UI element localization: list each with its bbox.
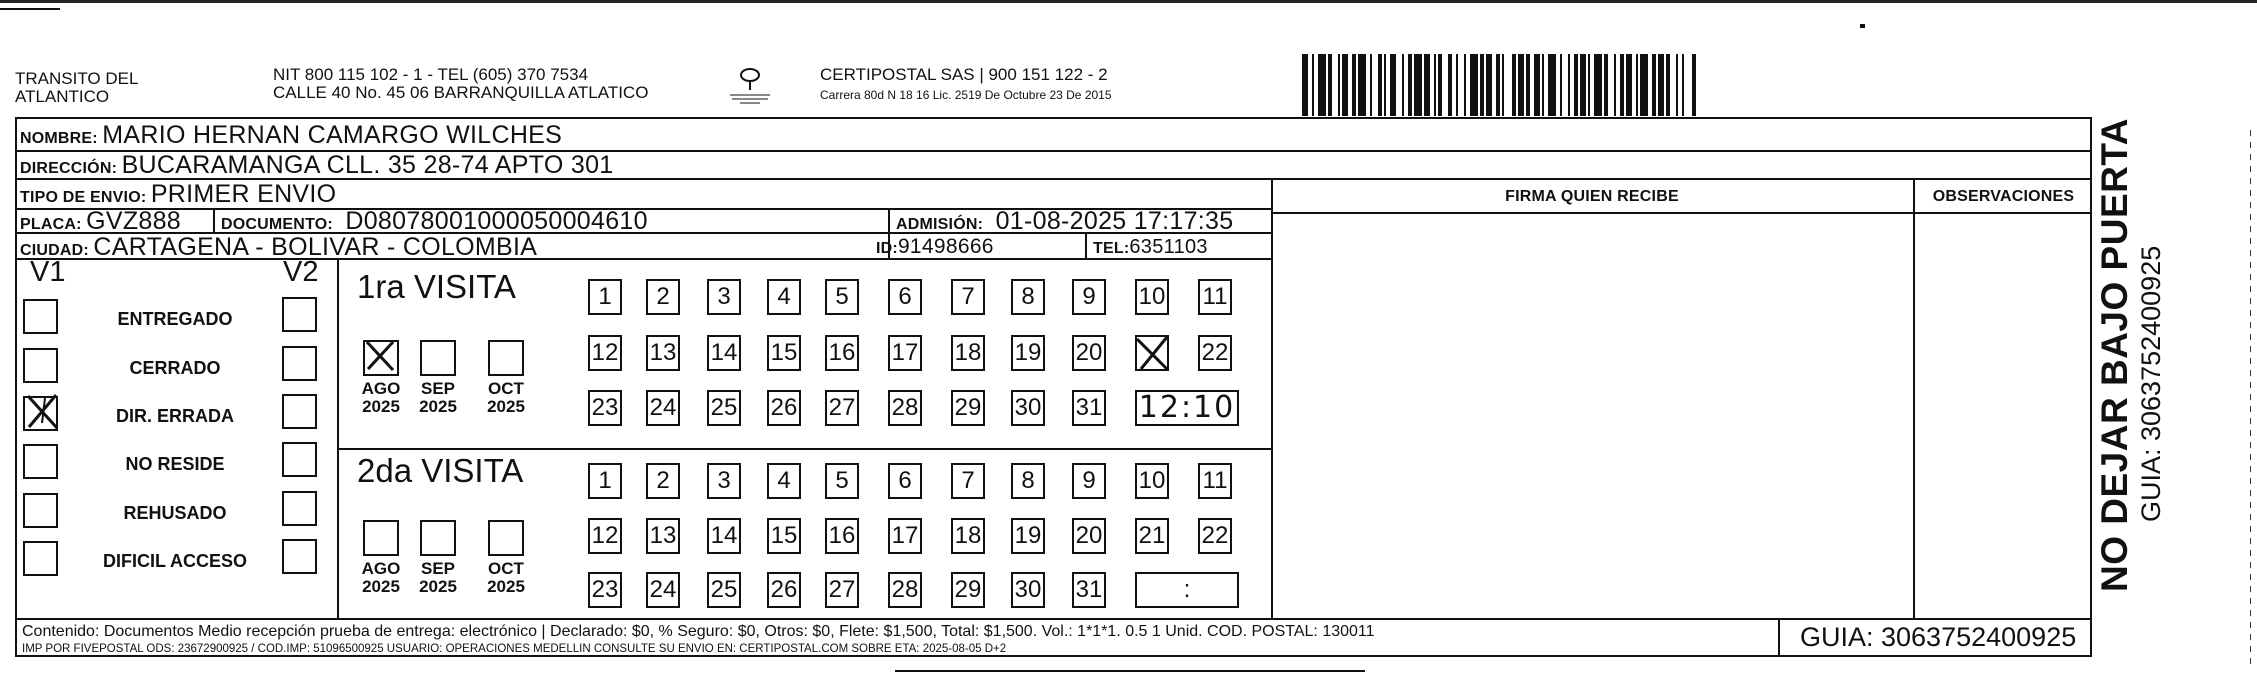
day-box[interactable] [767, 279, 801, 315]
day-number: 20 [1075, 522, 1103, 549]
status-option-label: ENTREGADO [117, 309, 233, 329]
observations-label: OBSERVACIONES [1932, 188, 2075, 205]
col-divider [338, 448, 1271, 450]
day-box[interactable] [888, 463, 922, 499]
month-year: 2025 [419, 577, 457, 596]
tel-label: TEL: [1093, 240, 1130, 257]
v1-checkbox[interactable] [23, 541, 58, 576]
visit-title: 2da VISITA [357, 452, 524, 489]
month-year: 2025 [487, 577, 525, 596]
city-label: CIUDAD: [20, 242, 89, 259]
day-box[interactable] [707, 463, 741, 499]
day-box[interactable] [888, 390, 922, 426]
nit-line: NIT 800 115 102 - 1 - TEL (605) 370 7534 [273, 65, 589, 84]
day-number: 26 [770, 394, 798, 421]
day-number: 11 [1202, 283, 1228, 310]
day-box[interactable] [588, 463, 622, 499]
day-box[interactable] [1198, 279, 1232, 315]
day-number: 6 [898, 467, 912, 494]
day-number: 19 [1014, 522, 1042, 549]
day-box[interactable] [1072, 390, 1106, 426]
day-box[interactable] [1011, 572, 1045, 608]
day-box[interactable] [1072, 335, 1106, 371]
day-number: 9 [1082, 283, 1096, 310]
day-box[interactable] [951, 518, 985, 554]
v2-checkbox[interactable] [282, 442, 317, 477]
day-number: 7 [961, 467, 975, 494]
day-box[interactable] [951, 335, 985, 371]
address-value: BUCARAMANGA CLL. 35 28-74 APTO 301 [121, 151, 614, 179]
col-divider [337, 258, 339, 618]
day-number: 13 [649, 339, 677, 366]
day-number: 23 [591, 394, 619, 421]
month-name: OCT [488, 379, 524, 398]
guia-number-box: GUIA: 3063752400925 [1800, 622, 2077, 652]
col-divider [1778, 618, 1780, 657]
sender-name-line1: TRANSITO DEL [15, 69, 139, 88]
plate-value: GVZ888 [86, 207, 181, 235]
day-box[interactable] [825, 390, 859, 426]
month-year: 2025 [487, 397, 525, 416]
day-box[interactable] [707, 335, 741, 371]
day-number: 12 [591, 339, 619, 366]
document-label: DOCUMENTO: [221, 216, 333, 233]
day-number: 31 [1075, 394, 1103, 421]
day-number: 17 [891, 522, 919, 549]
day-box[interactable] [1135, 279, 1169, 315]
v2-checkbox[interactable] [282, 297, 317, 332]
day-box[interactable] [646, 463, 680, 499]
name-label: NOMBRE: [20, 130, 98, 147]
scan-edge-line [895, 670, 1365, 672]
day-box[interactable] [951, 572, 985, 608]
address-label: DIRECCIÓN: [20, 160, 118, 177]
month-label [410, 380, 466, 416]
v2-label: V2 [283, 256, 319, 288]
shipment-type-label: TIPO DE ENVIO: [20, 189, 147, 206]
time-box[interactable] [1135, 572, 1239, 608]
v2-checkbox[interactable] [282, 346, 317, 381]
scan-edge-line [0, 0, 2257, 3]
day-number: 11 [1202, 467, 1228, 494]
day-number: 5 [835, 283, 849, 310]
day-number: 28 [891, 394, 919, 421]
day-number: 22 [1201, 522, 1229, 549]
day-box[interactable] [1072, 572, 1106, 608]
day-box[interactable] [825, 463, 859, 499]
day-box[interactable] [588, 335, 622, 371]
row-divider [15, 618, 2092, 620]
day-number: 6 [898, 283, 912, 310]
day-number: 27 [828, 394, 856, 421]
day-number: 12 [591, 522, 619, 549]
day-number: 17 [891, 339, 919, 366]
tel-value: 6351103 [1129, 236, 1208, 258]
col-divider [1913, 180, 1915, 618]
day-number: 21 [1138, 522, 1166, 549]
day-box[interactable] [888, 518, 922, 554]
month-label [353, 380, 409, 416]
day-box[interactable] [707, 518, 741, 554]
month-name: AGO [361, 379, 401, 398]
v1-checkbox[interactable] [23, 444, 58, 479]
col-divider [1271, 180, 1273, 618]
scan-edge-line [2250, 130, 2251, 670]
day-number: 29 [954, 576, 982, 603]
day-number: 8 [1021, 467, 1035, 494]
day-number: 22 [1201, 339, 1229, 366]
courier-info [820, 66, 1112, 102]
day-box[interactable] [1011, 279, 1045, 315]
day-number: 5 [835, 467, 849, 494]
day-box[interactable] [1135, 463, 1169, 499]
shipment-type-value: PRIMER ENVIO [150, 180, 337, 208]
month-year: 2025 [362, 577, 400, 596]
day-number: 15 [770, 522, 798, 549]
day-number: 14 [710, 339, 738, 366]
courier-logo [720, 66, 780, 106]
day-box[interactable] [1135, 518, 1169, 554]
day-box[interactable] [825, 279, 859, 315]
day-box[interactable] [888, 572, 922, 608]
day-box[interactable] [646, 390, 680, 426]
day-box[interactable] [646, 572, 680, 608]
day-box[interactable] [588, 518, 622, 554]
status-option-label: CERRADO [129, 358, 221, 378]
month-label [410, 560, 466, 596]
day-box[interactable] [767, 572, 801, 608]
day-box[interactable] [1198, 463, 1232, 499]
day-box[interactable] [588, 390, 622, 426]
v1-checkbox[interactable] [23, 396, 58, 431]
day-box[interactable] [646, 279, 680, 315]
name-row [20, 120, 562, 154]
month-year: 2025 [362, 397, 400, 416]
v2-checkbox[interactable] [282, 539, 317, 574]
scan-mark [0, 8, 60, 10]
admission-label: ADMISIÓN: [896, 216, 984, 233]
day-box[interactable] [707, 572, 741, 608]
day-number: 27 [828, 576, 856, 603]
time-box[interactable] [1135, 390, 1239, 426]
courier-name: CERTIPOSTAL SAS | 900 151 122 - 2 [820, 65, 1108, 84]
row-divider [1271, 212, 2092, 214]
sender-name-line2: ATLANTICO [15, 87, 110, 106]
day-number: 25 [710, 576, 738, 603]
day-box[interactable] [825, 572, 859, 608]
day-number: 24 [649, 394, 677, 421]
day-number: 8 [1021, 283, 1035, 310]
contents-line: Contenido: Documentos Medio recepción prueba de entrega: electrónico | Declarado: $0, % Seguro: $0, Otros: $0, Flete: $1,500, Total: $1,500. Vol.: 1*1*1. 0.5 1 Unid. COD. POSTAL: 130011 [22, 623, 1375, 640]
day-number: 18 [954, 339, 982, 366]
day-number: 28 [891, 576, 919, 603]
day-number: 15 [770, 339, 798, 366]
time-value: : [1183, 576, 1191, 603]
day-number: 30 [1014, 576, 1042, 603]
day-box[interactable] [951, 463, 985, 499]
month-checkbox[interactable] [488, 520, 524, 556]
day-number: 14 [710, 522, 738, 549]
month-name: OCT [488, 559, 524, 578]
plate-label: PLACA: [20, 216, 82, 233]
tracking-barcode [1302, 54, 1698, 116]
month-label [478, 380, 534, 416]
day-box[interactable] [646, 518, 680, 554]
day-number: 1 [598, 283, 612, 310]
v1-label: V1 [30, 256, 66, 288]
status-option-label: REHUSADO [123, 503, 227, 523]
day-box[interactable] [646, 335, 680, 371]
day-box[interactable] [767, 390, 801, 426]
day-number: 10 [1138, 467, 1166, 494]
month-checkbox[interactable] [363, 520, 399, 556]
v1-checkbox[interactable] [23, 493, 58, 528]
day-box[interactable] [1135, 335, 1169, 371]
day-number: 29 [954, 394, 982, 421]
time-value: 12:10 [1138, 390, 1236, 425]
day-box[interactable] [1072, 518, 1106, 554]
day-number: 30 [1014, 394, 1042, 421]
status-option-label: DIR. ERRADA [115, 406, 234, 426]
day-number: 16 [828, 522, 856, 549]
day-number: 13 [649, 522, 677, 549]
day-number: 4 [777, 283, 791, 310]
day-box[interactable] [888, 335, 922, 371]
visit-title: 1ra VISITA [357, 268, 516, 305]
sender-contact [273, 66, 648, 102]
day-box[interactable] [825, 335, 859, 371]
id-label: ID: [876, 240, 898, 257]
day-box[interactable] [1198, 518, 1232, 554]
day-number: 7 [961, 283, 975, 310]
print-line: IMP POR FIVEPOSTAL ODS: 23672900925 / COD.IMP: 51096500925 USUARIO: OPERACIONES MEDELLIN CONSULTE SU ENVIO EN: CERTIPOSTAL.COM SOBRE ETA: 2025-08-05 D+2 [22, 643, 1007, 655]
day-number: 3 [717, 467, 731, 494]
day-box[interactable] [1011, 463, 1045, 499]
day-box[interactable] [1011, 390, 1045, 426]
handwritten-x-mark [1133, 333, 1173, 373]
month-label [478, 560, 534, 596]
day-box[interactable] [707, 279, 741, 315]
day-number: 2 [656, 467, 670, 494]
tel-field [1093, 232, 1208, 264]
v2-checkbox[interactable] [282, 491, 317, 526]
day-box[interactable] [825, 518, 859, 554]
day-number: 24 [649, 576, 677, 603]
side-guia: GUIA: 3063752400925 [2136, 245, 2166, 522]
month-name: SEP [420, 559, 456, 578]
day-box[interactable] [1011, 335, 1045, 371]
name-value: MARIO HERNAN CAMARGO WILCHES [102, 121, 563, 149]
day-number: 9 [1082, 467, 1096, 494]
day-number: 18 [954, 522, 982, 549]
day-number: 16 [828, 339, 856, 366]
month-checkbox[interactable] [420, 520, 456, 556]
document-value: D08078001000050004610 [345, 207, 648, 235]
day-box[interactable] [888, 279, 922, 315]
month-checkbox[interactable] [363, 340, 399, 376]
month-year: 2025 [419, 397, 457, 416]
day-number: 2 [656, 283, 670, 310]
status-option-label: NO RESIDE [125, 454, 225, 474]
admission-value: 01-08-2025 17:17:35 [995, 207, 1234, 235]
day-box[interactable] [1072, 463, 1106, 499]
month-name: SEP [420, 379, 456, 398]
handwritten-x-mark [23, 392, 63, 432]
city-field [20, 232, 537, 266]
v2-checkbox[interactable] [282, 394, 317, 429]
day-box[interactable] [951, 390, 985, 426]
month-checkbox[interactable] [420, 340, 456, 376]
day-box[interactable] [767, 335, 801, 371]
day-number: 31 [1075, 576, 1103, 603]
day-box[interactable] [588, 572, 622, 608]
v1-checkbox[interactable] [23, 299, 58, 334]
day-box[interactable] [1011, 518, 1045, 554]
month-name: AGO [361, 559, 401, 578]
day-number: 20 [1075, 339, 1103, 366]
month-checkbox[interactable] [488, 340, 524, 376]
handwritten-x-mark [363, 338, 399, 374]
id-field [876, 232, 994, 264]
courier-license: Carrera 80d N 18 16 Lic. 2519 De Octubre 23 De 2015 [820, 88, 1112, 102]
day-box[interactable] [1072, 279, 1106, 315]
v1-checkbox[interactable] [23, 348, 58, 383]
day-box[interactable] [588, 279, 622, 315]
id-value: 91498666 [897, 235, 994, 258]
day-number: 26 [770, 576, 798, 603]
city-value: CARTAGENA - BOLIVAR - COLOMBIA [93, 233, 538, 261]
day-box[interactable] [951, 279, 985, 315]
day-number: 4 [777, 467, 791, 494]
status-option-label: DIFICIL ACCESO [102, 551, 247, 571]
scan-mark [1860, 24, 1865, 28]
side-warning: NO DEJAR BAJO PUERTA [2094, 118, 2135, 592]
day-box[interactable] [767, 463, 801, 499]
day-number: 1 [598, 467, 612, 494]
address-line: CALLE 40 No. 45 06 BARRANQUILLA ATLATICO [273, 83, 649, 102]
day-number: 25 [710, 394, 738, 421]
day-number: 19 [1014, 339, 1042, 366]
day-number: 10 [1138, 283, 1166, 310]
month-label [353, 560, 409, 596]
signature-label: FIRMA QUIEN RECIBE [1505, 188, 1679, 205]
day-number: 3 [717, 283, 731, 310]
day-number: 23 [591, 576, 619, 603]
day-box[interactable] [707, 390, 741, 426]
day-box[interactable] [1198, 335, 1232, 371]
day-box[interactable] [767, 518, 801, 554]
sender-name [15, 70, 138, 106]
